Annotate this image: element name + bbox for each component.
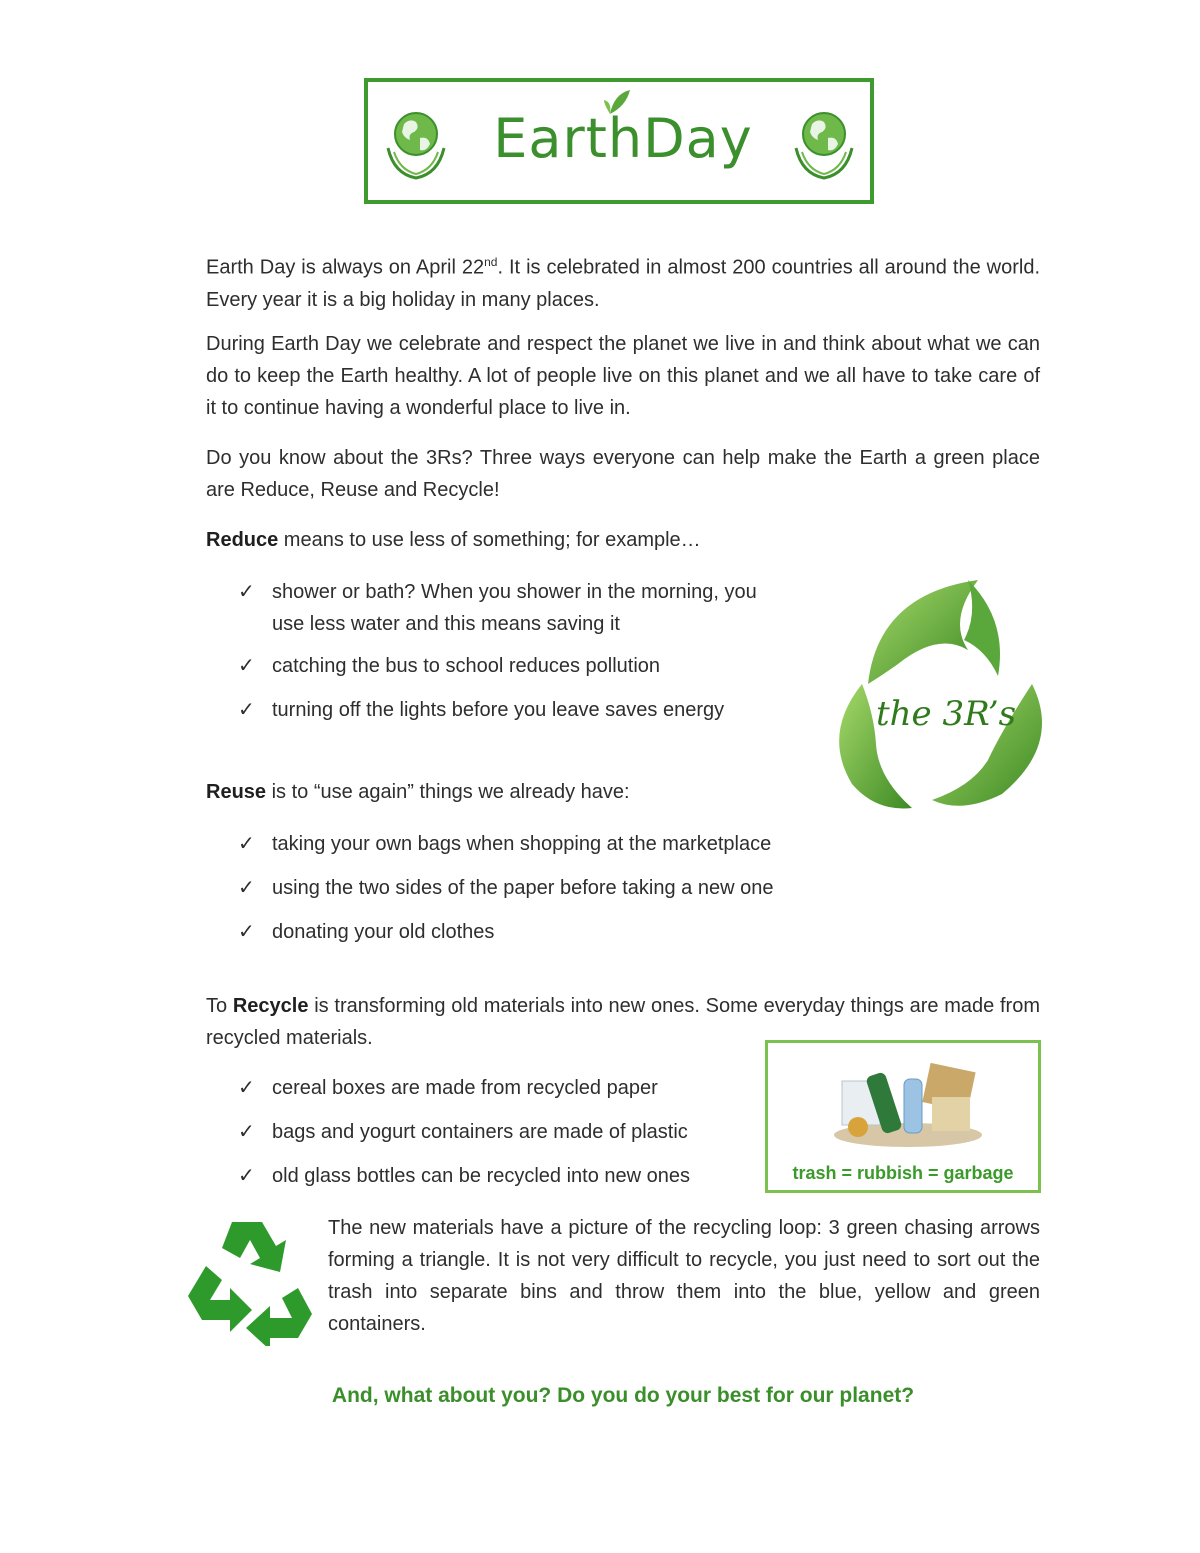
check-icon: ✓ [238, 1165, 255, 1187]
list-item: ✓ bags and yogurt containers are made of plastic [238, 1116, 758, 1148]
leaf-sprout-icon [600, 86, 646, 116]
title-banner [364, 78, 874, 204]
list-item: ✓ turning off the lights before you leave saves energy [238, 694, 758, 726]
reuse-list [238, 828, 838, 948]
list-item: ✓ cereal boxes are made from recycled paper [238, 1072, 758, 1104]
trash-picture-box [765, 1040, 1041, 1193]
three-rs-badge [818, 574, 1054, 818]
reduce-term: Reduce [206, 529, 279, 551]
check-icon: ✓ [238, 1121, 255, 1143]
trash-caption: trash = rubbish = garbage [792, 1163, 1014, 1183]
list-item: ✓ shower or bath? When you shower in the morning, you use less water and this means saving it [238, 576, 758, 640]
reuse-heading [206, 776, 806, 808]
recycle-list [238, 1072, 758, 1192]
check-icon: ✓ [238, 833, 255, 855]
check-icon: ✓ [238, 655, 255, 677]
list-item: ✓ using the two sides of the paper before taking a new one [238, 872, 838, 904]
closing-question: And, what about you? Do you do your best for our planet? [331, 1384, 915, 1407]
intro-text: Earth Day is always on April 22 [206, 256, 485, 279]
reduce-list [238, 576, 758, 726]
list-item: ✓ catching the bus to school reduces pollution [238, 650, 758, 682]
ordinal-suffix: nd [484, 255, 498, 269]
check-icon: ✓ [238, 921, 255, 943]
reduce-intro: means to use less of something; for example… [278, 529, 701, 551]
recycle-paragraph: To Recycle is transforming old materials into new ones. Some everyday things are made from recycled materials. [206, 995, 1040, 1049]
three-rs-label: the 3R’s [876, 694, 1017, 734]
globe-in-hands-icon [380, 104, 452, 184]
list-item: ✓ donating your old clothes [238, 916, 838, 948]
intro-paragraph-1 [206, 246, 1040, 316]
trash-pile-image [828, 1057, 988, 1149]
page-title: EarthDay [493, 107, 753, 170]
reduce-heading [206, 524, 1040, 556]
recycle-term: Recycle [232, 995, 309, 1017]
intro-paragraph-2: During Earth Day we celebrate and respect the planet we live in and think about what we can do to keep the Earth healthy. A lot of people live on this planet and we all have to take care of it to continue having a wonderful place to live in. [206, 333, 1040, 419]
intro-paragraph-3: Do you know about the 3Rs? Three ways everyone can help make the Earth a green place are Reduce, Reuse and Recycle! [206, 447, 1040, 501]
check-icon: ✓ [238, 1077, 255, 1099]
check-icon: ✓ [238, 699, 255, 721]
check-icon: ✓ [238, 877, 255, 899]
list-item: ✓ taking your own bags when shopping at the marketplace [238, 828, 838, 860]
reuse-term: Reuse [206, 781, 267, 803]
globe-in-hands-icon [788, 104, 860, 184]
reuse-intro: is to “use again” things we already have: [266, 781, 630, 803]
check-icon: ✓ [238, 581, 255, 603]
recycling-loop-paragraph: The new materials have a picture of the recycling loop: 3 green chasing arrows forming a triangle. It is not very difficult to recycle, you just need to sort out the trash into separate bins and throw them into the blue, yellow and green containers. [328, 1217, 1040, 1335]
list-item: ✓ old glass bottles can be recycled into new ones [238, 1160, 758, 1192]
intro-text: . It is celebrated in almost 200 countries all around the world. Every year it is a big holiday in many places. [206, 256, 1040, 311]
recycling-symbol-icon [186, 1214, 314, 1346]
